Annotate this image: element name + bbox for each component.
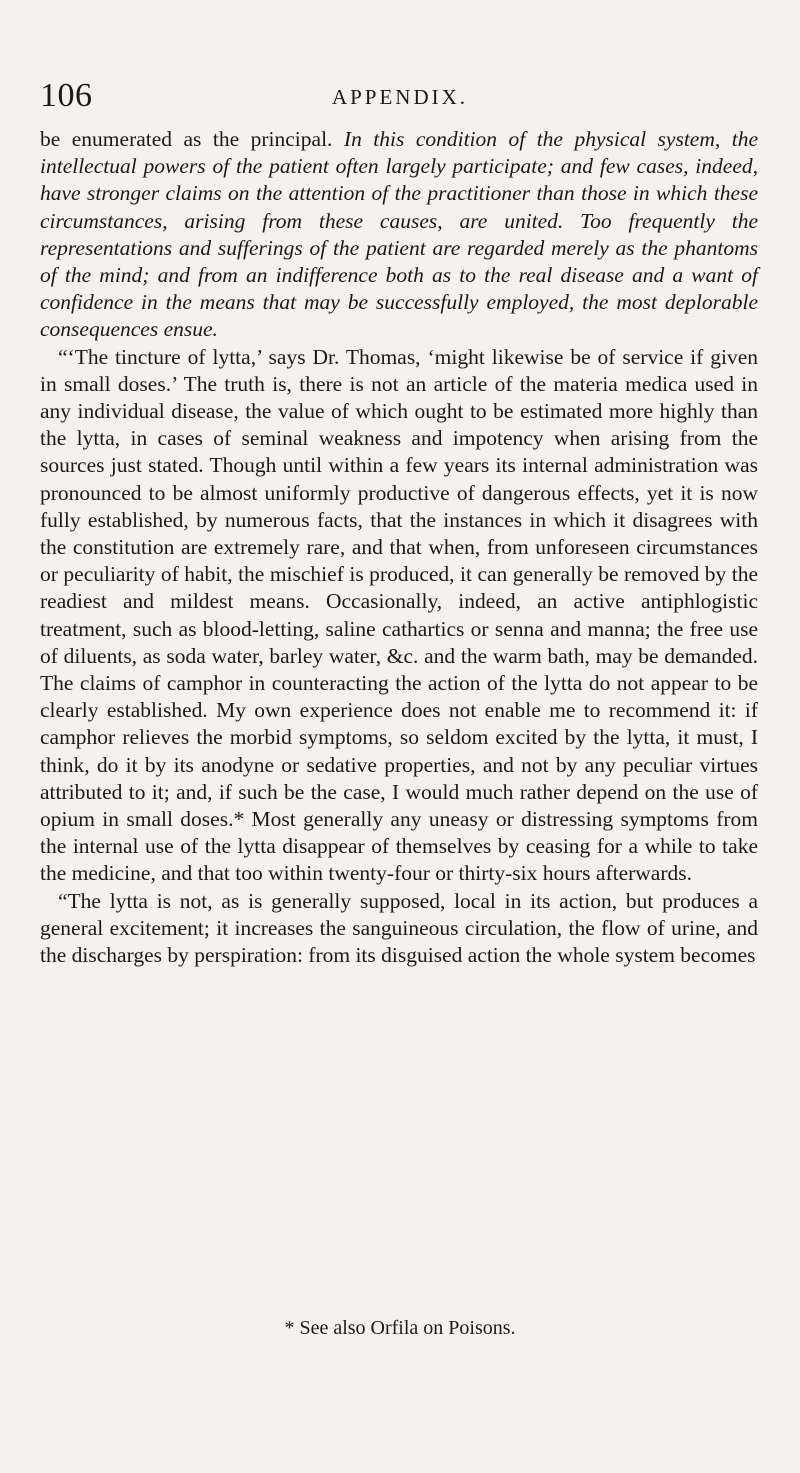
paragraph-3: “The lytta is not, as is generally supposed, local in its action, but produces a general excitement; it increases the sanguineous circulation, the flow of urine, and the discharges by perspiration: from its disguised action the whole system becomes bbox=[40, 888, 758, 968]
footnote: * See also Orfila on Poisons. bbox=[284, 1317, 516, 1339]
paragraph-1 bbox=[40, 126, 758, 344]
paragraph-1-roman: be enumerated as the principal. bbox=[40, 127, 344, 151]
body-text bbox=[40, 126, 758, 969]
running-head: APPENDIX. bbox=[331, 85, 469, 109]
paragraph-2: “‘The tincture of lytta,’ says Dr. Thomas, ‘might likewise be of service if given in small doses.’ The truth is, there is not an article of the materia medica used in any individual disease, the value of which ought to be estimated more highly than the lytta, in cases of seminal weakness and impotency when arising from the sources just stated. Though until within a few years its internal administration was pronounced to be almost uniformly productive of dangerous effects, yet it is now fully established, by numerous facts, that the instances in which it disagrees with the constitution are extremely rare, and that when, from unforeseen circumstances or peculiarity of habit, the mischief is produced, it can generally be removed by the readiest and mildest means. Occasionally, indeed, an active antiphlogistic treatment, such as blood-letting, saline cathartics or senna and manna; the free use of diluents, as soda water, barley water, &c. and the warm bath, may be demanded. The claims of camphor in counteracting the action of the lytta do not appear to be clearly established. My own experience does not enable me to recommend it: if camphor relieves the morbid symptoms, so seldom excited by the lytta, it must, I think, do it by its anodyne or sedative properties, and not by any peculiar virtues attributed to it; and, if such be the case, I would much rather depend on the use of opium in small doses.* Most generally any uneasy or distressing symptoms from the internal use of the lytta disappear of themselves by ceasing for a while to take the medicine, and that too within twenty-four or thirty-six hours afterwards. bbox=[40, 344, 758, 886]
page-header bbox=[40, 76, 760, 116]
page-number: 106 bbox=[40, 77, 93, 114]
paragraph-1-italic: In this condition of the physical system, the intellectual powers of the patient often largely participate; and few cases, indeed, have stronger claims on the attention of the practitioner than those in which these circumstances, arising from these causes, are united. Too frequently the representations and sufferings of the patient are regarded merely as the phantoms of the mind; and from an indifference both as to the real disease and a want of confidence in the means that may be successfully employed, the most deplorable consequences ensue. bbox=[40, 127, 758, 342]
